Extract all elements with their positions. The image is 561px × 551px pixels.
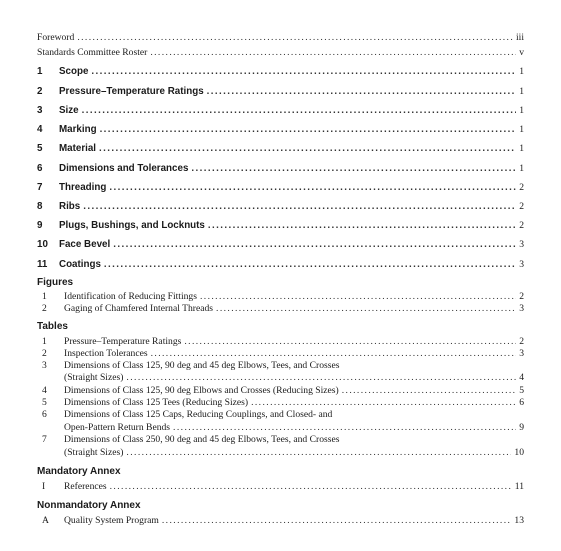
section-page: 3 xyxy=(519,239,524,250)
table-number: 2 xyxy=(42,348,47,359)
dot-leader xyxy=(150,47,516,58)
tables-heading: Tables xyxy=(37,321,68,332)
entry-title: Standards Committee Roster xyxy=(37,47,148,58)
table-page: 10 xyxy=(514,447,524,458)
dot-leader xyxy=(216,303,516,314)
nonmandatory-annex-heading: Nonmandatory Annex xyxy=(37,500,141,511)
toc-section xyxy=(37,259,524,270)
toc-section xyxy=(37,201,524,212)
dot-leader xyxy=(126,372,516,383)
table-page: 5 xyxy=(519,385,524,396)
table-title: Dimensions of Class 250, 90 deg and 45 deg Elbows, Tees, and Crosses xyxy=(64,434,340,445)
table-number: 4 xyxy=(42,385,47,396)
section-number: 6 xyxy=(37,163,43,174)
section-page: 1 xyxy=(519,66,524,77)
section-page: 1 xyxy=(519,163,524,174)
toc-figure xyxy=(37,291,524,302)
figure-title: Identification of Reducing Fittings xyxy=(64,291,197,302)
toc-section xyxy=(37,220,524,231)
toc-section xyxy=(37,105,524,116)
dot-leader xyxy=(151,348,517,359)
dot-leader xyxy=(162,515,512,526)
dot-leader xyxy=(113,239,516,250)
table-page: 6 xyxy=(519,397,524,408)
figures-heading: Figures xyxy=(37,277,74,288)
toc-table xyxy=(37,348,524,359)
section-number: 3 xyxy=(37,105,43,116)
dot-leader xyxy=(100,124,517,135)
section-page: 1 xyxy=(519,86,524,97)
table-number: 3 xyxy=(42,360,47,371)
table-page: 4 xyxy=(519,372,524,383)
section-number: 5 xyxy=(37,143,43,154)
section-page: 3 xyxy=(519,259,524,270)
dot-leader xyxy=(208,220,516,231)
table-number: 1 xyxy=(42,336,47,347)
dot-leader xyxy=(82,105,517,116)
section-page: 1 xyxy=(519,143,524,154)
toc-section xyxy=(37,86,524,97)
annex-title: References xyxy=(64,481,107,492)
annex-page: 11 xyxy=(514,481,524,492)
toc-annex-entry xyxy=(37,481,524,492)
toc-table-continuation xyxy=(37,422,524,433)
toc-section xyxy=(37,239,524,250)
toc-section xyxy=(37,163,524,174)
table-page: 9 xyxy=(519,422,524,433)
section-title: Plugs, Bushings, and Locknuts xyxy=(59,220,205,231)
figure-number: 1 xyxy=(42,291,47,302)
table-title: Dimensions of Class 125 Tees (Reducing Sizes) xyxy=(64,397,249,408)
toc-table xyxy=(37,397,524,408)
table-title: Dimensions of Class 125 Caps, Reducing Couplings, and Closed- and xyxy=(64,409,333,420)
toc-table xyxy=(37,336,524,347)
toc-table-title-line xyxy=(37,409,332,420)
figure-page: 3 xyxy=(519,303,524,314)
toc-annex-entry xyxy=(37,515,524,526)
dot-leader xyxy=(77,32,513,43)
toc-table-title-line xyxy=(37,434,339,445)
section-title: Size xyxy=(59,105,79,116)
table-title-continued: (Straight Sizes) xyxy=(64,447,124,458)
dot-leader xyxy=(110,481,512,492)
section-number: 1 xyxy=(37,66,43,77)
table-title: Pressure–Temperature Ratings xyxy=(64,336,182,347)
toc-entry-committee-roster xyxy=(37,47,524,58)
toc-section xyxy=(37,182,524,193)
annex-number: I xyxy=(42,481,46,492)
table-number: 6 xyxy=(42,409,47,420)
figure-number: 2 xyxy=(42,303,47,314)
dot-leader xyxy=(207,86,517,97)
entry-title: Foreword xyxy=(37,32,75,43)
entry-page: v xyxy=(519,47,524,58)
section-title: Material xyxy=(59,143,97,154)
dot-leader xyxy=(342,385,516,396)
dot-leader xyxy=(251,397,516,408)
toc-table xyxy=(37,385,524,396)
annex-title: Quality System Program xyxy=(64,515,159,526)
section-title: Face Bevel xyxy=(59,239,111,250)
table-title: Inspection Tolerances xyxy=(64,348,148,359)
section-number: 4 xyxy=(37,124,43,135)
toc-section xyxy=(37,124,524,135)
table-title: Dimensions of Class 125, 90 deg Elbows and Crosses (Reducing Sizes) xyxy=(64,385,339,396)
section-number: 10 xyxy=(37,239,48,250)
section-title: Threading xyxy=(59,182,107,193)
annex-number: A xyxy=(42,515,49,526)
toc-table-continuation xyxy=(37,447,524,458)
section-page: 2 xyxy=(519,201,524,212)
toc-table-title-line xyxy=(37,360,339,371)
dot-leader xyxy=(200,291,516,302)
section-title: Scope xyxy=(59,66,89,77)
toc-entry-foreword xyxy=(37,32,524,43)
dot-leader xyxy=(104,259,516,270)
section-title: Pressure–Temperature Ratings xyxy=(59,86,204,97)
section-title: Coatings xyxy=(59,259,101,270)
section-number: 7 xyxy=(37,182,43,193)
section-title: Marking xyxy=(59,124,97,135)
section-number: 9 xyxy=(37,220,43,231)
dot-leader xyxy=(109,182,516,193)
table-title-continued: Open-Pattern Return Bends xyxy=(64,422,171,433)
section-number: 8 xyxy=(37,201,43,212)
toc-table-continuation xyxy=(37,372,524,383)
section-page: 2 xyxy=(519,220,524,231)
table-page: 3 xyxy=(519,348,524,359)
figure-page: 2 xyxy=(519,291,524,302)
annex-page: 13 xyxy=(514,515,524,526)
toc-figure xyxy=(37,303,524,314)
dot-leader xyxy=(173,422,516,433)
table-page: 2 xyxy=(519,336,524,347)
dot-leader xyxy=(126,447,511,458)
section-page: 2 xyxy=(519,182,524,193)
entry-page: iii xyxy=(516,32,524,43)
dot-leader xyxy=(83,201,516,212)
section-number: 2 xyxy=(37,86,43,97)
section-page: 1 xyxy=(519,105,524,116)
dot-leader xyxy=(91,66,516,77)
table-number: 5 xyxy=(42,397,47,408)
section-page: 1 xyxy=(519,124,524,135)
section-title: Ribs xyxy=(59,201,81,212)
toc-section xyxy=(37,66,524,77)
dot-leader xyxy=(191,163,516,174)
toc-section xyxy=(37,143,524,154)
mandatory-annex-heading: Mandatory Annex xyxy=(37,466,121,477)
figure-title: Gaging of Chamfered Internal Threads xyxy=(64,303,214,314)
section-title: Dimensions and Tolerances xyxy=(59,163,189,174)
table-title-continued: (Straight Sizes) xyxy=(64,372,124,383)
table-number: 7 xyxy=(42,434,47,445)
table-title: Dimensions of Class 125, 90 deg and 45 deg Elbows, Tees, and Crosses xyxy=(64,360,340,371)
section-number: 11 xyxy=(37,259,48,270)
dot-leader xyxy=(99,143,516,154)
dot-leader xyxy=(184,336,516,347)
